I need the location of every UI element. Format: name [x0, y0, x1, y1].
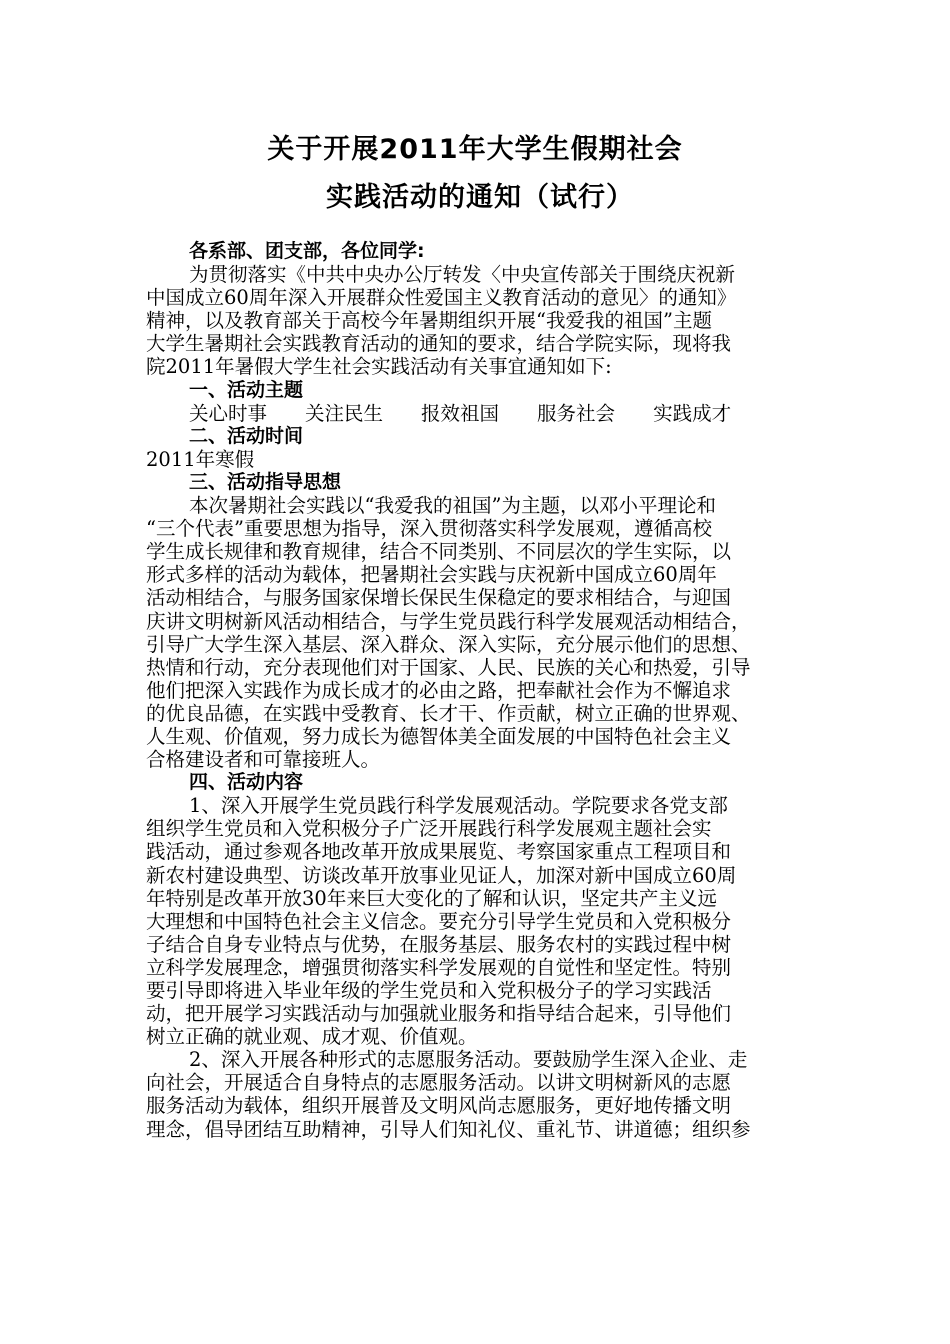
section-heading: 二、活动时间: [189, 424, 304, 447]
paragraph-line: 引导广大学生深入基层、深入群众、深入实际，充分展示他们的思想、: [146, 632, 751, 656]
paragraph-line: 形式多样的活动为载体，把暑期社会实践与庆祝新中国成立60周年: [146, 563, 717, 587]
theme-item: 实践成才: [653, 401, 732, 425]
paragraph-line: 年特别是改革开放30年来巨大变化的了解和认识，坚定共产主义远: [146, 886, 717, 910]
intro-paragraph: [146, 263, 826, 378]
document-body: [146, 240, 826, 1141]
theme-item: 报效祖国: [421, 401, 500, 425]
theme-item: 服务社会: [537, 401, 616, 425]
paragraph-line: 合格建设者和可靠接班人。: [146, 748, 381, 772]
theme-item: 关心时事: [189, 401, 268, 425]
document-title-line2: 实践活动的通知（试行）: [326, 182, 634, 213]
paragraph-line: 1、深入开展学生党员践行科学发展观活动。学院要求各党支部: [189, 794, 728, 818]
paragraph-line: 子结合自身专业特点与优势，在服务基层、服务农村的实践过程中树: [146, 932, 732, 956]
paragraph-line: 庆讲文明树新风活动相结合，与学生党员践行科学发展观活动相结合，: [146, 609, 751, 633]
paragraph-line: 为贯彻落实《中共中央办公厅转发〈中央宣传部关于围绕庆祝新: [189, 263, 736, 287]
paragraph-line: 他们把深入实践作为成长成才的必由之路，把奉献社会作为不懈追求: [146, 678, 732, 702]
paragraph-line: 本次暑期社会实践以“我爱我的祖国”为主题，以邓小平理论和: [189, 494, 716, 518]
paragraph-line: 的优良品德，在实践中受教育、长才干、作贡献，树立正确的世界观、: [146, 701, 751, 725]
paragraph-line: 院2011年暑假大学生社会实践活动有关事宜通知如下:: [146, 355, 612, 379]
paragraph-line: 热情和行动，充分表现他们对于国家、人民、民族的关心和热爱，引导: [146, 655, 751, 679]
theme-list: [146, 402, 826, 425]
paragraph-line: 2、深入开展各种形式的志愿服务活动。要鼓励学生深入企业、走: [189, 1048, 748, 1072]
paragraph-line: 组织学生党员和入党积极分子广泛开展践行科学发展观主题社会实: [146, 817, 712, 841]
paragraph-line: 动，把开展学习实践活动与加强就业服务和指导结合起来，引导他们: [146, 1002, 732, 1026]
theme-item: 关注民生: [305, 401, 384, 425]
section-heading: 四、活动内容: [189, 771, 304, 794]
paragraph-line: 践活动，通过参观各地改革开放成果展览、考察国家重点工程项目和: [146, 840, 732, 864]
paragraph-line: 新农村建设典型、访谈改革开放事业见证人，加深对新中国成立60周: [146, 863, 737, 887]
section-heading: 一、活动主题: [189, 378, 304, 401]
paragraph-line: 大理想和中国特色社会主义信念。要充分引导学生党员和入党积极分: [146, 909, 732, 933]
content-item-2: [146, 1048, 826, 1140]
paragraph-line: 人生观、价值观，努力成长为德智体美全面发展的中国特色社会主义: [146, 724, 732, 748]
paragraph-line: “三个代表”重要思想为指导，深入贯彻落实科学发展观，遵循高校: [146, 517, 712, 541]
paragraph-line: 理念，倡导团结互助精神，引导人们知礼仪、重礼节、讲道德；组织参: [146, 1117, 751, 1141]
paragraph-line: 树立正确的就业观、成才观、价值观。: [146, 1025, 478, 1049]
paragraph-line: 服务活动为载体，组织开展普及文明风尚志愿服务，更好地传播文明: [146, 1094, 732, 1118]
paragraph-line: 中国成立60周年深入开展群众性爱国主义教育活动的意见〉的通知》: [146, 286, 737, 310]
guiding-paragraph: [146, 494, 826, 771]
section-heading: 三、活动指导思想: [189, 470, 342, 493]
paragraph-line: 向社会，开展适合自身特点的志愿服务活动。以讲文明树新风的志愿: [146, 1071, 732, 1095]
paragraph-line: 立科学发展理念，增强贯彻落实科学发展观的自觉性和坚定性。特别: [146, 955, 732, 979]
section-text: 2011年寒假: [146, 447, 255, 471]
document-title-line1: 关于开展2011年大学生假期社会: [267, 134, 683, 165]
content-item-1: [146, 794, 826, 1048]
paragraph-line: 精神，以及教育部关于高校今年暑期组织开展“我爱我的祖国”主题: [146, 309, 712, 333]
paragraph-line: 大学生暑期社会实践教育活动的通知的要求，结合学院实际，现将我: [146, 332, 732, 356]
paragraph-line: 活动相结合，与服务国家保增长保民生保稳定的要求相结合，与迎国: [146, 586, 732, 610]
paragraph-line: 学生成长规律和教育规律，结合不同类别、不同层次的学生实际，以: [146, 540, 732, 564]
salutation: 各系部、团支部，各位同学:: [189, 240, 425, 262]
paragraph-line: 要引导即将进入毕业年级的学生党员和入党积极分子的学习实践活: [146, 979, 712, 1002]
